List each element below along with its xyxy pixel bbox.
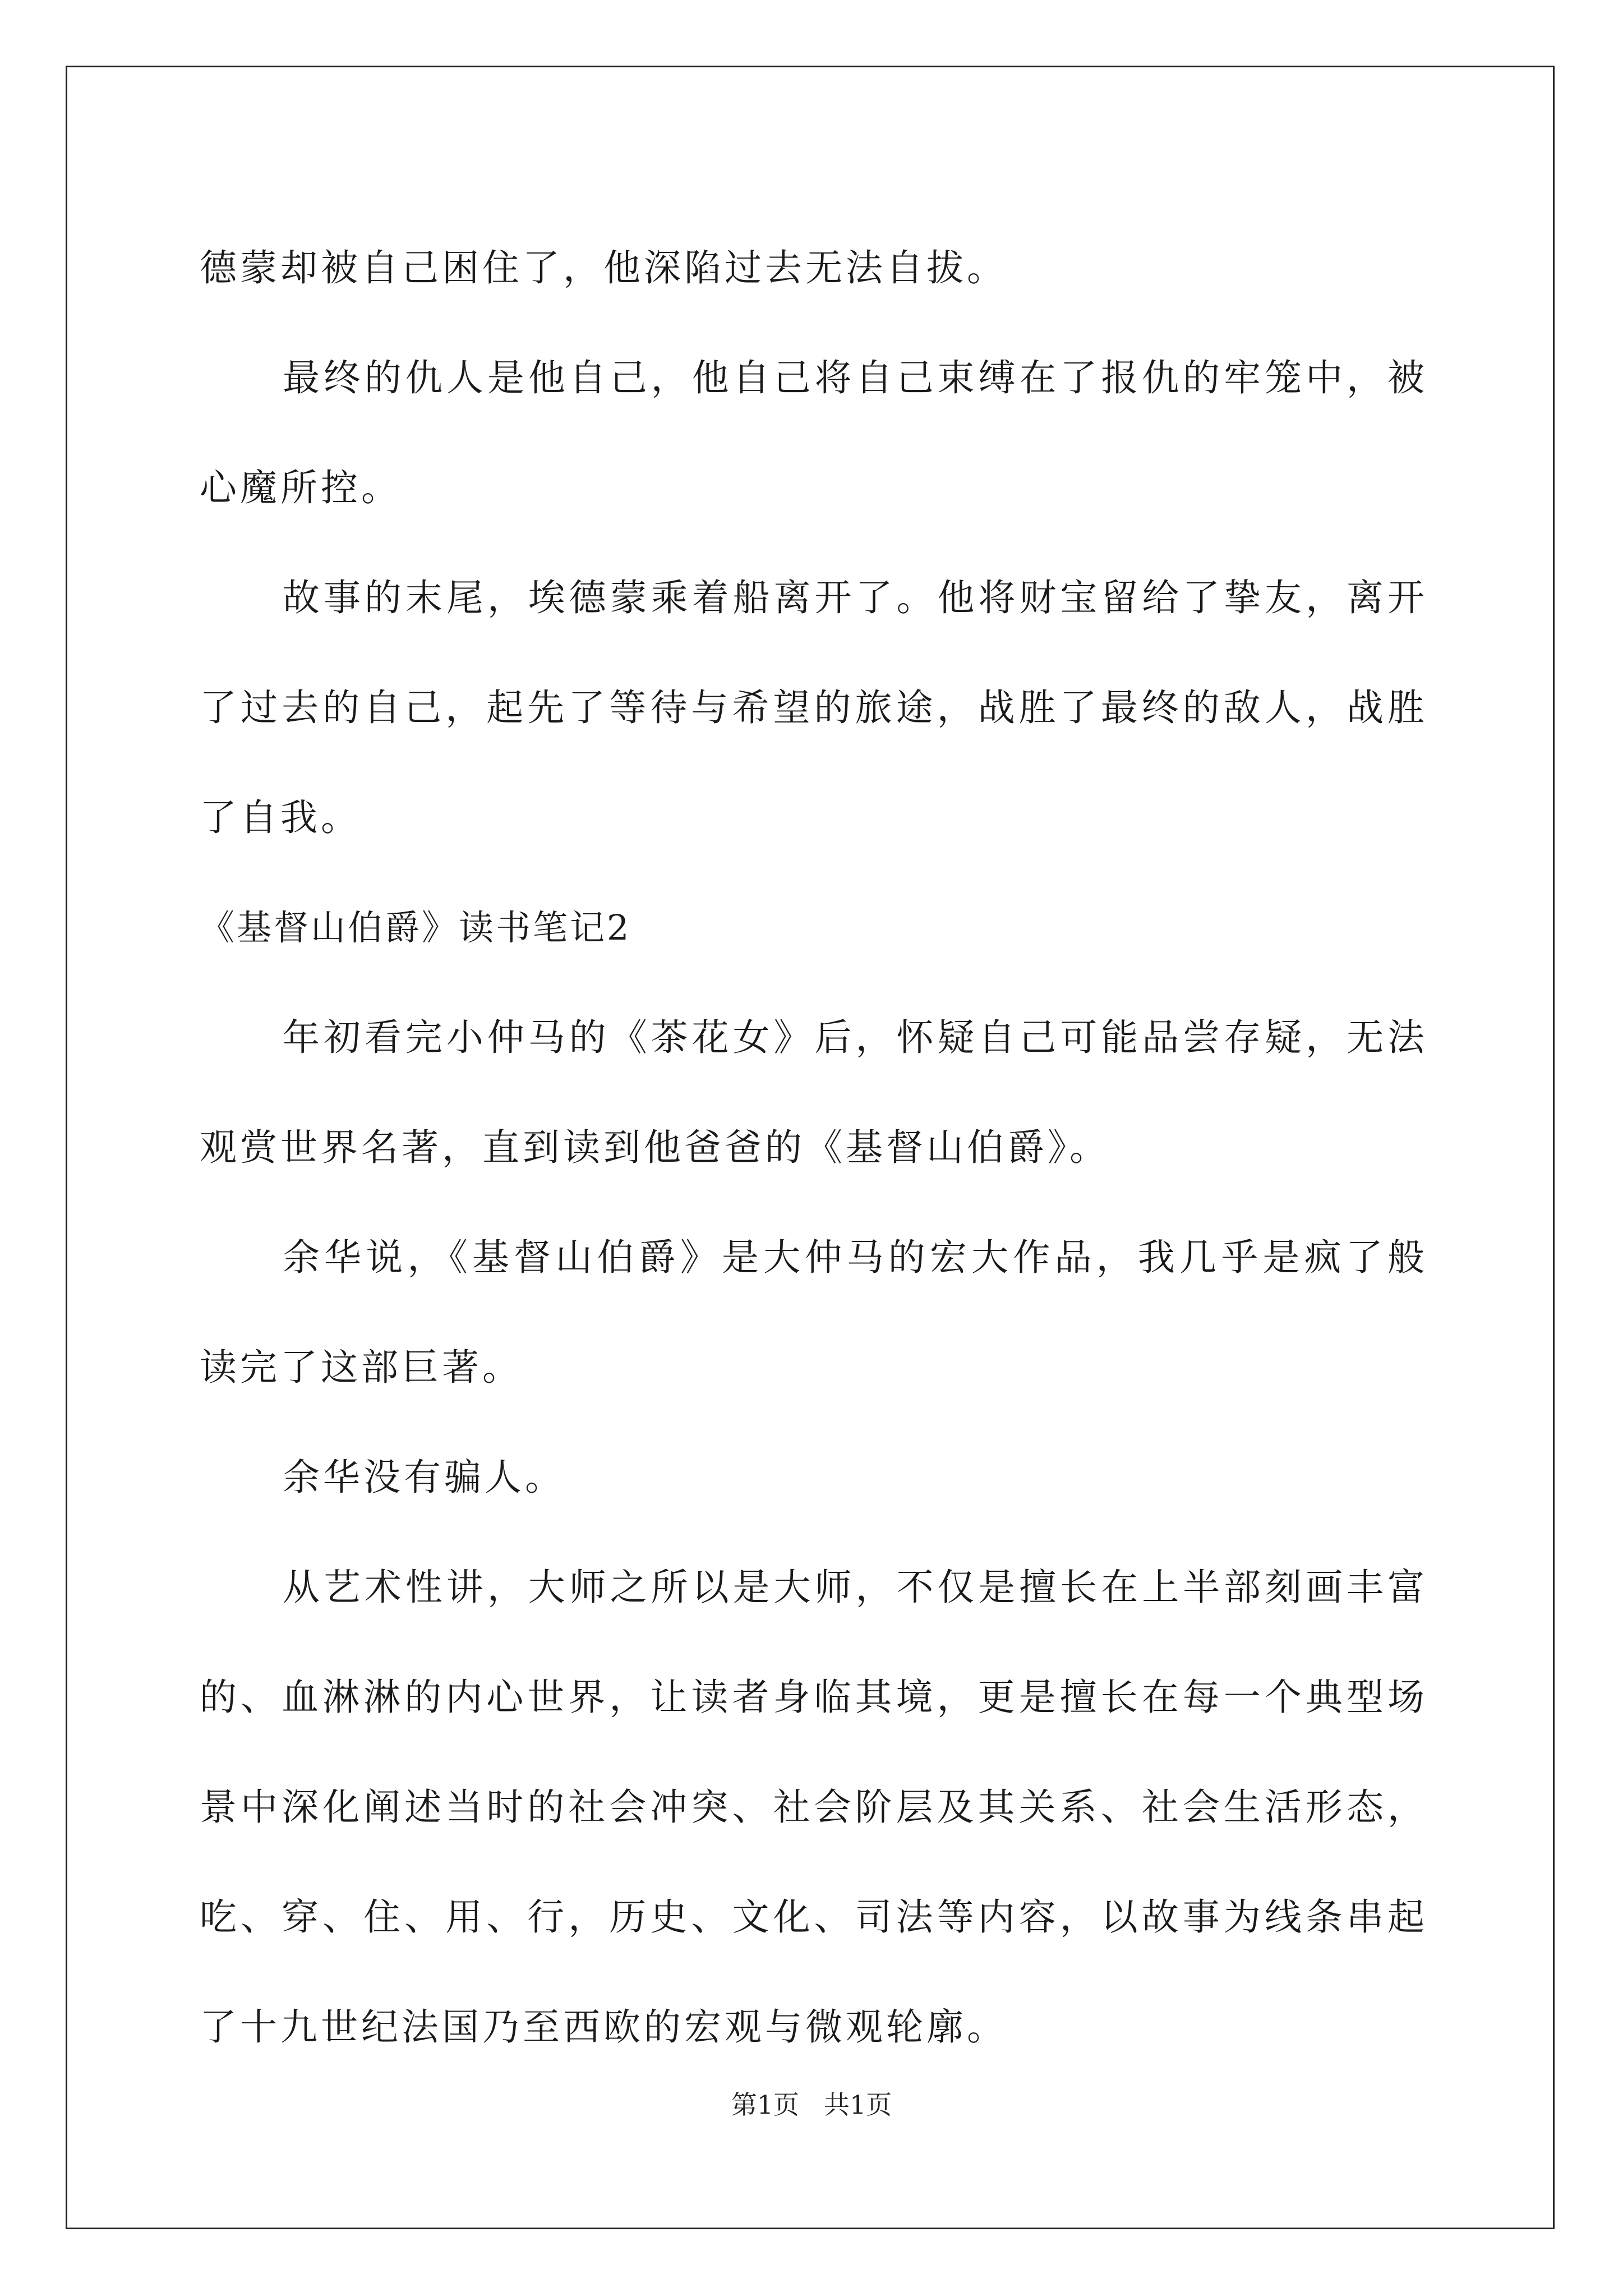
page-footer [0, 2088, 1623, 2122]
document-body [200, 213, 1428, 2082]
paragraph-4: 年初看完小仲马的《茶花女》后，怀疑自己可能品尝存疑，无法观赏世界名著，直到读到他爸爸的《基督山伯爵》。 [200, 1016, 1428, 1169]
page-number-total: 共1页 [824, 2090, 892, 2120]
section-heading: 《基督山伯爵》读书笔记2 [200, 907, 631, 948]
paragraph-5: 余华说，《基督山伯爵》是大仲马的宏大作品，我几乎是疯了般读完了这部巨著。 [200, 1236, 1428, 1389]
paragraph-2: 最终的仇人是他自己，他自己将自己束缚在了报仇的牢笼中，被心魔所控。 [200, 356, 1428, 509]
page-number-current: 第1页 [731, 2090, 799, 2120]
paragraph-6: 余华没有骗人。 [283, 1456, 565, 1499]
paragraph-7: 从艺术性讲，大师之所以是大师，不仅是擅长在上半部刻画丰富的、血淋淋的内心世界，让读者身临其境，更是擅长在每一个典型场景中深化阐述当时的社会冲突、社会阶层及其关系、社会生活形态，吃、穿、住、用、行，历史、文化、司法等内容，以故事为线条串起了十九世纪法国乃至西欧的宏观与微观轮廓。 [200, 1566, 1428, 2049]
paragraph-1: 德蒙却被自己困住了，他深陷过去无法自拔。 [200, 246, 1007, 289]
paragraph-3: 故事的末尾，埃德蒙乘着船离开了。他将财宝留给了挚友，离开了过去的自己，起先了等待与希望的旅途，战胜了最终的敌人，战胜了自我。 [200, 576, 1428, 839]
